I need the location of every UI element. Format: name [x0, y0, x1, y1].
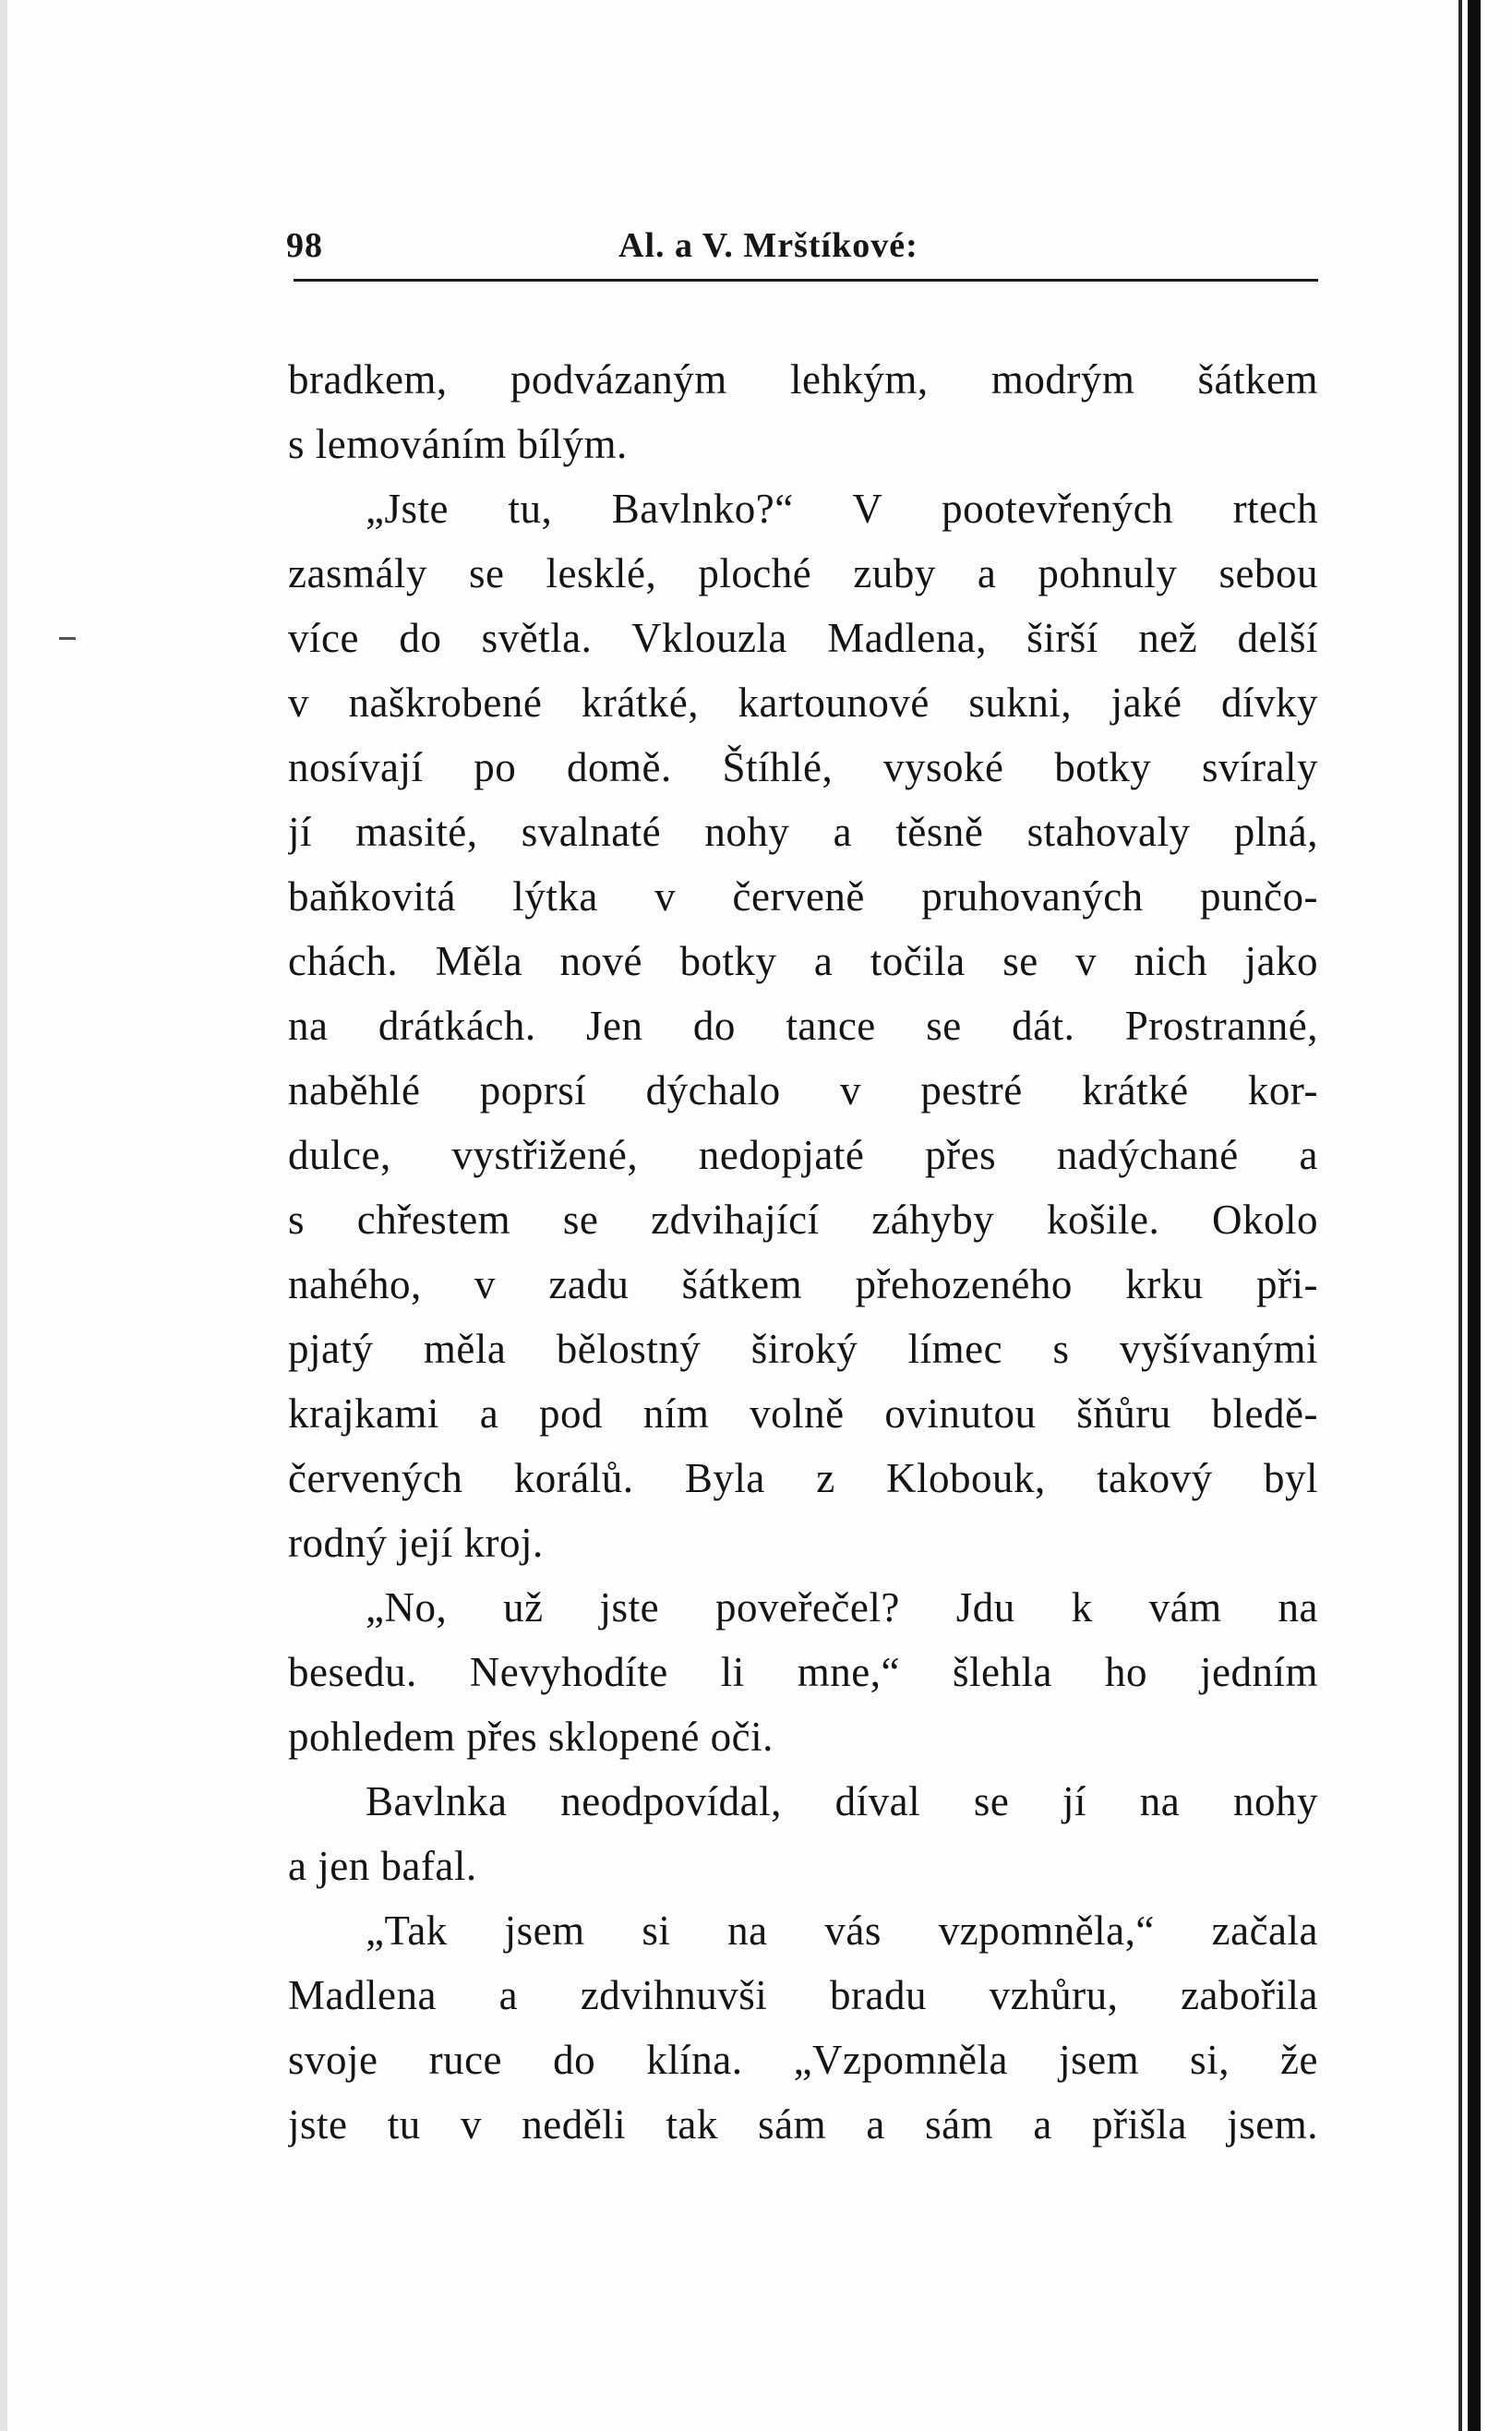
text-line: „Jste tu, Bavlnko?“ V pootevřených rtech — [366, 486, 1318, 532]
text-line: „Tak jsem si na vás vzpomněla,“ začala — [366, 1907, 1318, 1954]
text-line: více do světla. Vklouzla Madlena, širší než delší — [288, 615, 1318, 661]
text-line: krajkami a pod ním volně ovinutou šňůru bledě- — [288, 1390, 1318, 1437]
text-line: „No, už jste poveřečel? Jdu k vám na — [366, 1584, 1318, 1631]
text-line: dulce, vystřižené, nedopjaté přes nadýchané a — [288, 1132, 1318, 1178]
text-line: besedu. Nevyhodíte li mne,“ šlehla ho jedním — [288, 1649, 1318, 1695]
text-line: baňkovitá lýtka v červeně pruhovaných punčo- — [288, 873, 1318, 920]
header-rule — [294, 279, 1318, 282]
margin-mark — [59, 637, 76, 640]
text-line: nahého, v zadu šátkem přehozeného krku při- — [288, 1261, 1318, 1307]
text-line: s lemováním bílým. — [288, 421, 628, 467]
text-line: pjatý měla bělostný široký límec s vyšívanými — [288, 1326, 1318, 1372]
text-line: nosívají po domě. Štíhlé, vysoké botky svíraly — [288, 744, 1318, 790]
text-line: rodný její kroj. — [288, 1520, 544, 1566]
text-line: červených korálů. Byla z Klobouk, takový byl — [288, 1455, 1318, 1501]
running-head — [286, 225, 1316, 281]
text-line: na drátkách. Jen do tance se dát. Prostranné, — [288, 1003, 1318, 1049]
text-line: v naškrobené krátké, kartounové sukni, jaké dívky — [288, 680, 1318, 726]
text-line: zasmály se lesklé, ploché zuby a pohnuly sebou — [288, 550, 1318, 596]
text-line: jí masité, svalnaté nohy a těsně stahovaly plná, — [288, 809, 1318, 855]
text-line: Bavlnka neodpovídal, díval se jí na nohy — [366, 1778, 1318, 1824]
text-line: a jen bafal. — [288, 1843, 477, 1889]
page-number: 98 — [286, 226, 323, 265]
text-line: bradkem, podvázaným lehkým, modrým šátkem — [288, 356, 1318, 403]
page-left-edge — [0, 0, 7, 2431]
body-text — [288, 347, 1318, 2157]
text-line: jste tu v neděli tak sám a sám a přišla jsem. — [288, 2101, 1318, 2148]
text-line: Madlena a zdvihnuvši bradu vzhůru, zabořila — [288, 1972, 1318, 2018]
text-line: s chřestem se zdvihající záhyby košile. Okolo — [288, 1197, 1318, 1243]
text-line: pohledem přes sklopené oči. — [288, 1714, 774, 1760]
page-binding-shadow — [1458, 0, 1462, 2431]
text-line: naběhlé poprsí dýchalo v pestré krátké kor- — [288, 1067, 1318, 1113]
text-line: chách. Měla nové botky a točila se v nich jako — [288, 938, 1318, 984]
page-right-edge — [1468, 0, 1481, 2431]
page-header-title: Al. a V. Mrštíkové: — [618, 226, 918, 265]
text-line: svoje ruce do klína. „Vzpomněla jsem si, že — [288, 2037, 1318, 2083]
